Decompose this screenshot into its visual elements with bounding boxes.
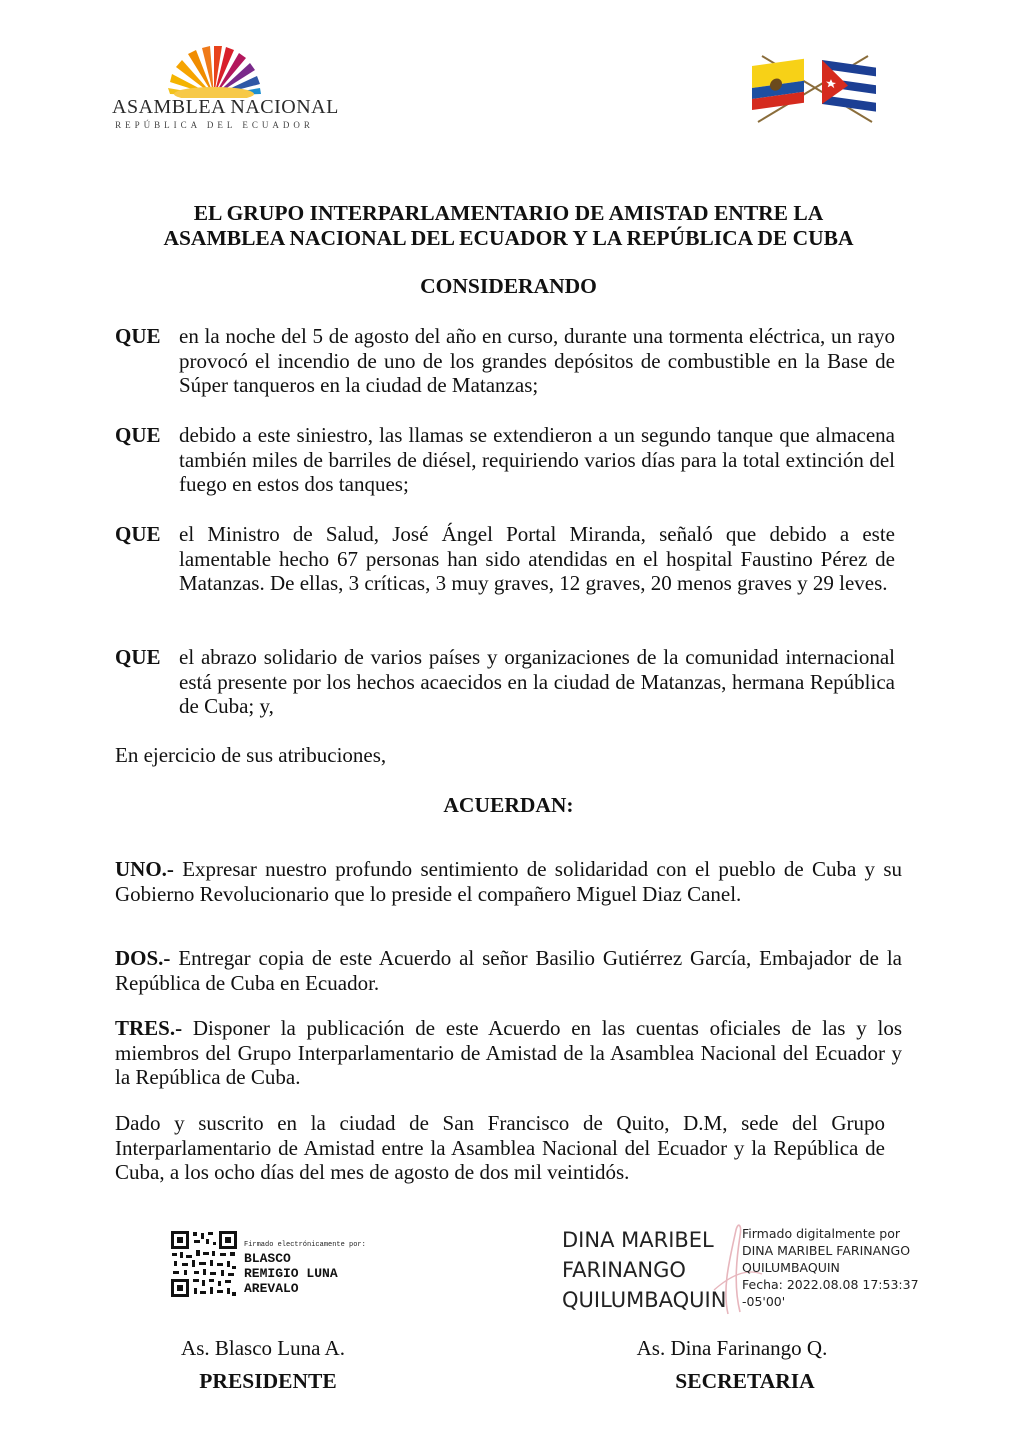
article-keyword: UNO.- (115, 857, 174, 881)
digital-signature-name-line: QUILUMBAQUIN (562, 1288, 727, 1312)
que-text: el abrazo solidario de varios países y organizaciones de la comunidad internacional está presente por los hechos acaecidos en la ciudad de Matanzas, hermana República de Cuba; y, (179, 645, 895, 719)
digital-signature-name-line: DINA MARIBEL (562, 1228, 714, 1252)
logo-subtitle: REPÚBLICA DEL ECUADOR (115, 120, 314, 130)
que-text: en la noche del 5 de agosto del año en curso, durante una tormenta eléctrica, un rayo provocó el incendio de uno de los grandes depósitos de combustible en la Base de Súper tanqueros en la ciudad de Matanzas; (179, 324, 895, 398)
crossed-flags-icon (748, 52, 882, 124)
article-keyword: DOS.- (115, 946, 171, 970)
closing-text: Dado y suscrito en la ciudad de San Francisco de Quito, D.M, sede del Grupo Interparlamentario de Amistad entre la Asamblea Nacional del Ecuador y la República de Cuba, a los ocho días del mes de agosto de dos mil veintidós. (115, 1111, 885, 1185)
que-keyword: QUE (115, 522, 161, 546)
ejercicio-text: En ejercicio de sus atribuciones, (115, 743, 387, 767)
digital-signature-timezone: -05'00' (742, 1294, 786, 1309)
e-signature-name-line: BLASCO (244, 1251, 291, 1266)
que-paragraph (115, 324, 895, 398)
article-text: Entregar copia de este Acuerdo al señor Basilio Gutiérrez García, Embajador de la República de Cuba en Ecuador. (115, 946, 902, 995)
que-paragraph (115, 522, 895, 596)
que-paragraph (115, 645, 895, 719)
e-signature-name-line: REMIGIO LUNA (244, 1266, 338, 1281)
digital-signature-detail-line: DINA MARIBEL FARINANGO (742, 1243, 911, 1258)
signer-role-left: PRESIDENTE (199, 1369, 337, 1393)
e-signature-label: Firmado electrónicamente por: (244, 1241, 366, 1249)
digital-signature-name (562, 1225, 726, 1315)
cuba-flag-icon (822, 60, 876, 112)
sun-fan-icon (164, 42, 264, 98)
que-keyword: QUE (115, 423, 161, 447)
digital-signature-date: Fecha: 2022.08.08 17:53:37 (742, 1277, 919, 1292)
signer-name-left: As. Blasco Luna A. (181, 1336, 345, 1360)
digital-signature-name-line: FARINANGO (562, 1258, 686, 1282)
title-line-1: EL GRUPO INTERPARLAMENTARIO DE AMISTAD ENTRE LA (193, 201, 824, 225)
article-tres (115, 1016, 902, 1090)
article-uno (115, 857, 902, 906)
article-dos (115, 946, 902, 995)
article-keyword: TRES.- (115, 1016, 183, 1040)
article-text: Expresar nuestro profundo sentimiento de solidaridad con el pueblo de Cuba y su Gobierno Revolucionario que lo preside el compañero Miguel Diaz Canel. (115, 857, 902, 906)
e-signature-name-line: AREVALO (244, 1281, 299, 1296)
que-keyword: QUE (115, 645, 161, 669)
que-text: el Ministro de Salud, José Ángel Portal Miranda, señaló que debido a este lamentable hecho 67 personas han sido atendidas en el hospital Faustino Pérez de Matanzas. De ellas, 3 críticas, 3 muy graves, 12 graves, 20 menos graves y 29 leves. (179, 522, 895, 596)
digital-signature-details (742, 1225, 919, 1310)
signer-name-right: As. Dina Farinango Q. (636, 1336, 828, 1360)
logo-title: ASAMBLEA NACIONAL (112, 96, 339, 118)
que-paragraph (115, 423, 895, 497)
e-signature-name (244, 1251, 338, 1296)
article-text: Disponer la publicación de este Acuerdo en las cuentas oficiales de las y los miembros del Grupo Interparlamentario de Amistad de la Asamblea Nacional del Ecuador y la República de Cuba. (115, 1016, 902, 1090)
ecuador-flag-icon (752, 59, 804, 110)
title-line-2: ASAMBLEA NACIONAL DEL ECUADOR Y LA REPÚBLICA DE CUBA (163, 226, 854, 250)
acuerdan-heading: ACUERDAN: (443, 793, 574, 817)
digital-signature-label: Firmado digitalmente por (742, 1226, 900, 1241)
qr-code-icon (170, 1230, 238, 1298)
que-keyword: QUE (115, 324, 161, 348)
digital-signature-detail-line: QUILUMBAQUIN (742, 1260, 840, 1275)
asamblea-logo (112, 42, 339, 132)
signer-role-right: SECRETARIA (675, 1369, 815, 1393)
document-title (100, 201, 917, 251)
que-text: debido a este siniestro, las llamas se extendieron a un segundo tanque que almacena también miles de barriles de diésel, requiriendo varios días para la total extinción del fuego en estos dos tanques; (179, 423, 895, 497)
considerando-heading: CONSIDERANDO (420, 274, 597, 298)
